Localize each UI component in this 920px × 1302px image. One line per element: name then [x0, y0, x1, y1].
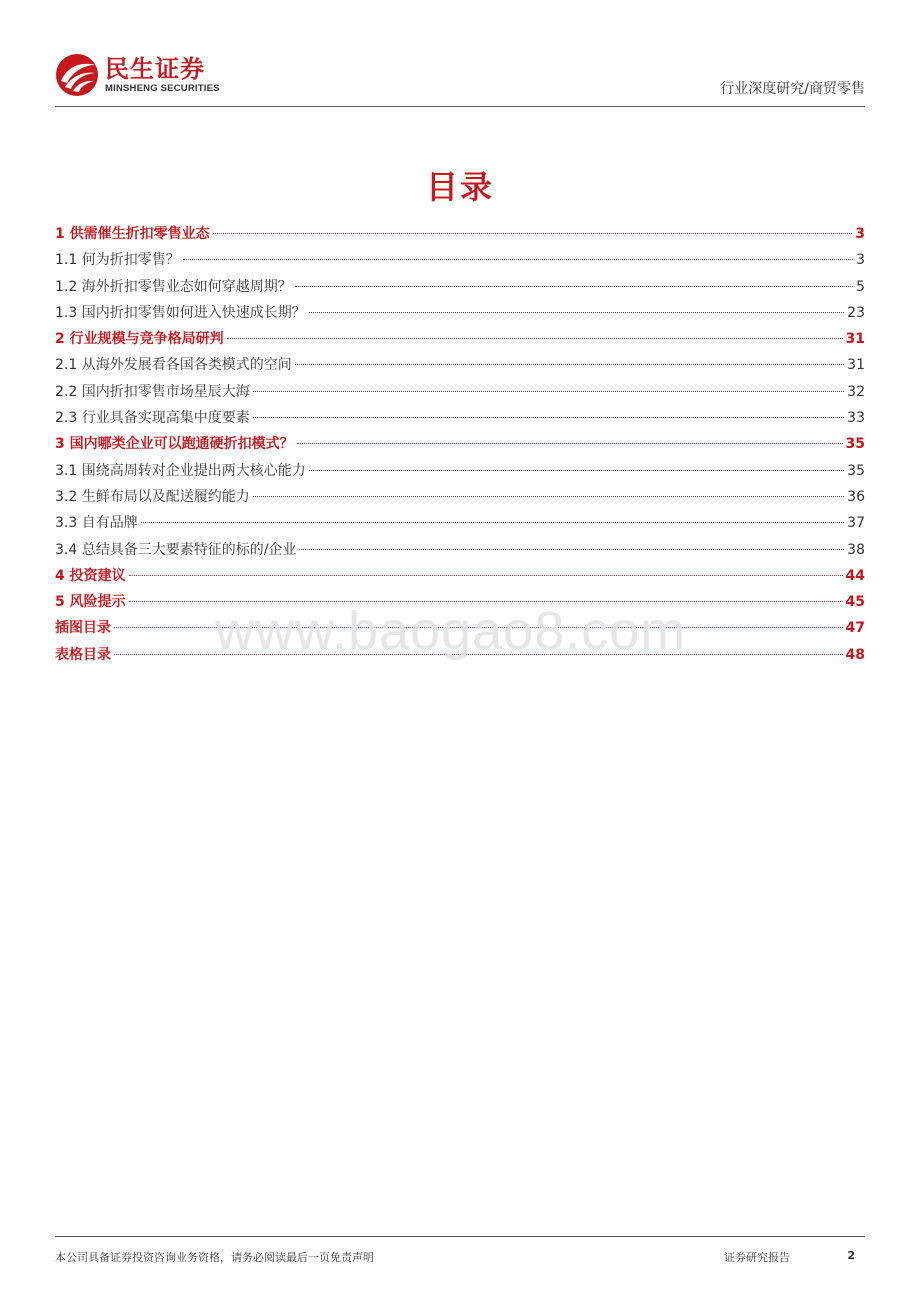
toc-entry-title: 2.2 国内折扣零售市场星辰大海	[55, 383, 250, 400]
toc-section-entry[interactable]	[55, 537, 865, 563]
toc-page-number: 32	[847, 383, 865, 400]
toc-entry-title: 1 供需催生折扣零售业态	[55, 226, 210, 242]
page-title: 目录	[425, 168, 494, 206]
page-number: 2	[847, 1249, 855, 1262]
toc-dot-leader	[295, 364, 844, 365]
toc-chapter-entry[interactable]	[55, 589, 865, 615]
toc-page-number: 44	[845, 567, 865, 584]
toc-chapter-entry[interactable]	[55, 221, 865, 247]
toc-page-number: 45	[845, 594, 865, 611]
toc-dot-leader	[253, 496, 844, 497]
watermark: www.baogao8.com	[215, 601, 687, 661]
logo-chinese-name: 民生证券	[105, 55, 205, 83]
toc-section-entry[interactable]	[55, 247, 865, 273]
toc-page-number: 5	[856, 278, 865, 295]
toc-dot-leader	[213, 233, 853, 234]
toc-dot-leader	[295, 286, 853, 287]
toc-entry-title: 3 国内哪类企业可以跑通硬折扣模式？	[55, 436, 294, 453]
table-of-contents	[55, 221, 865, 668]
toc-dot-leader	[309, 312, 844, 313]
toc-chapter-entry[interactable]	[55, 642, 865, 668]
report-type: 证券研究报告	[724, 1251, 790, 1264]
toc-dot-leader	[253, 417, 844, 418]
toc-entry-title: 5 风险提示	[55, 594, 126, 611]
toc-dot-leader	[253, 391, 844, 392]
toc-page-number: 31	[845, 331, 865, 348]
toc-dot-leader	[183, 259, 853, 260]
toc-page-number: 37	[847, 515, 865, 532]
toc-entry-title: 2 行业规模与竞争格局研判	[55, 331, 224, 348]
report-category: 行业深度研究/商贸零售	[720, 81, 865, 97]
disclaimer-text: 本公司具备证券投资咨询业务资格，请务必阅读最后一页免责声明	[55, 1251, 374, 1264]
toc-dot-leader	[114, 654, 843, 655]
toc-entry-title: 3.2 生鲜布局以及配送履约能力	[55, 488, 250, 505]
toc-dot-leader	[309, 470, 844, 471]
toc-page-number: 38	[847, 541, 865, 558]
toc-section-entry[interactable]	[55, 458, 865, 484]
logo-english-name: MINSHENG SECURITIES	[105, 83, 220, 94]
page-footer	[55, 1236, 865, 1267]
toc-entry-title: 表格目录	[55, 646, 111, 663]
toc-dot-leader	[227, 338, 843, 339]
toc-dot-leader	[299, 549, 844, 550]
toc-dot-leader	[141, 522, 844, 523]
toc-page-number: 23	[847, 304, 865, 321]
toc-page-number: 33	[847, 410, 865, 427]
toc-chapter-entry[interactable]	[55, 563, 865, 589]
toc-page-number: 3	[855, 226, 865, 242]
toc-dot-leader	[129, 575, 843, 576]
toc-page-number: 48	[845, 646, 865, 663]
company-logo	[55, 53, 220, 97]
toc-page-number: 35	[847, 462, 865, 479]
toc-entry-title: 2.3 行业具备实现高集中度要素	[55, 410, 250, 427]
toc-entry-title: 3.1 围绕高周转对企业提出两大核心能力	[55, 462, 306, 479]
toc-dot-leader	[297, 443, 843, 444]
toc-section-entry[interactable]	[55, 352, 865, 378]
toc-entry-title: 3.3 自有品牌	[55, 515, 138, 532]
toc-page-number: 47	[845, 620, 865, 637]
toc-entry-title: 1.1 何为折扣零售？	[55, 252, 180, 269]
toc-entry-title: 2.1 从海外发展看各国各类模式的空间	[55, 357, 292, 374]
page-header	[55, 50, 865, 107]
toc-section-entry[interactable]	[55, 379, 865, 405]
toc-section-entry[interactable]	[55, 510, 865, 536]
toc-section-entry[interactable]	[55, 300, 865, 326]
toc-chapter-entry[interactable]	[55, 615, 865, 641]
toc-section-entry[interactable]	[55, 484, 865, 510]
toc-page-number: 3	[856, 252, 865, 269]
toc-page-number: 36	[847, 488, 865, 505]
toc-section-entry[interactable]	[55, 405, 865, 431]
toc-page-number: 31	[847, 357, 865, 374]
minsheng-logo-icon	[55, 53, 99, 97]
toc-entry-title: 1.3 国内折扣零售如何进入快速成长期？	[55, 304, 306, 321]
toc-page-number: 35	[845, 436, 865, 453]
toc-chapter-entry[interactable]	[55, 431, 865, 457]
toc-chapter-entry[interactable]	[55, 326, 865, 352]
toc-dot-leader	[129, 601, 843, 602]
toc-section-entry[interactable]	[55, 274, 865, 300]
toc-entry-title: 插图目录	[55, 620, 111, 637]
toc-entry-title: 3.4 总结具备三大要素特征的标的/企业	[55, 541, 297, 558]
toc-entry-title: 1.2 海外折扣零售业态如何穿越周期？	[55, 278, 292, 295]
toc-dot-leader	[114, 627, 843, 628]
toc-entry-title: 4 投资建议	[55, 567, 126, 584]
